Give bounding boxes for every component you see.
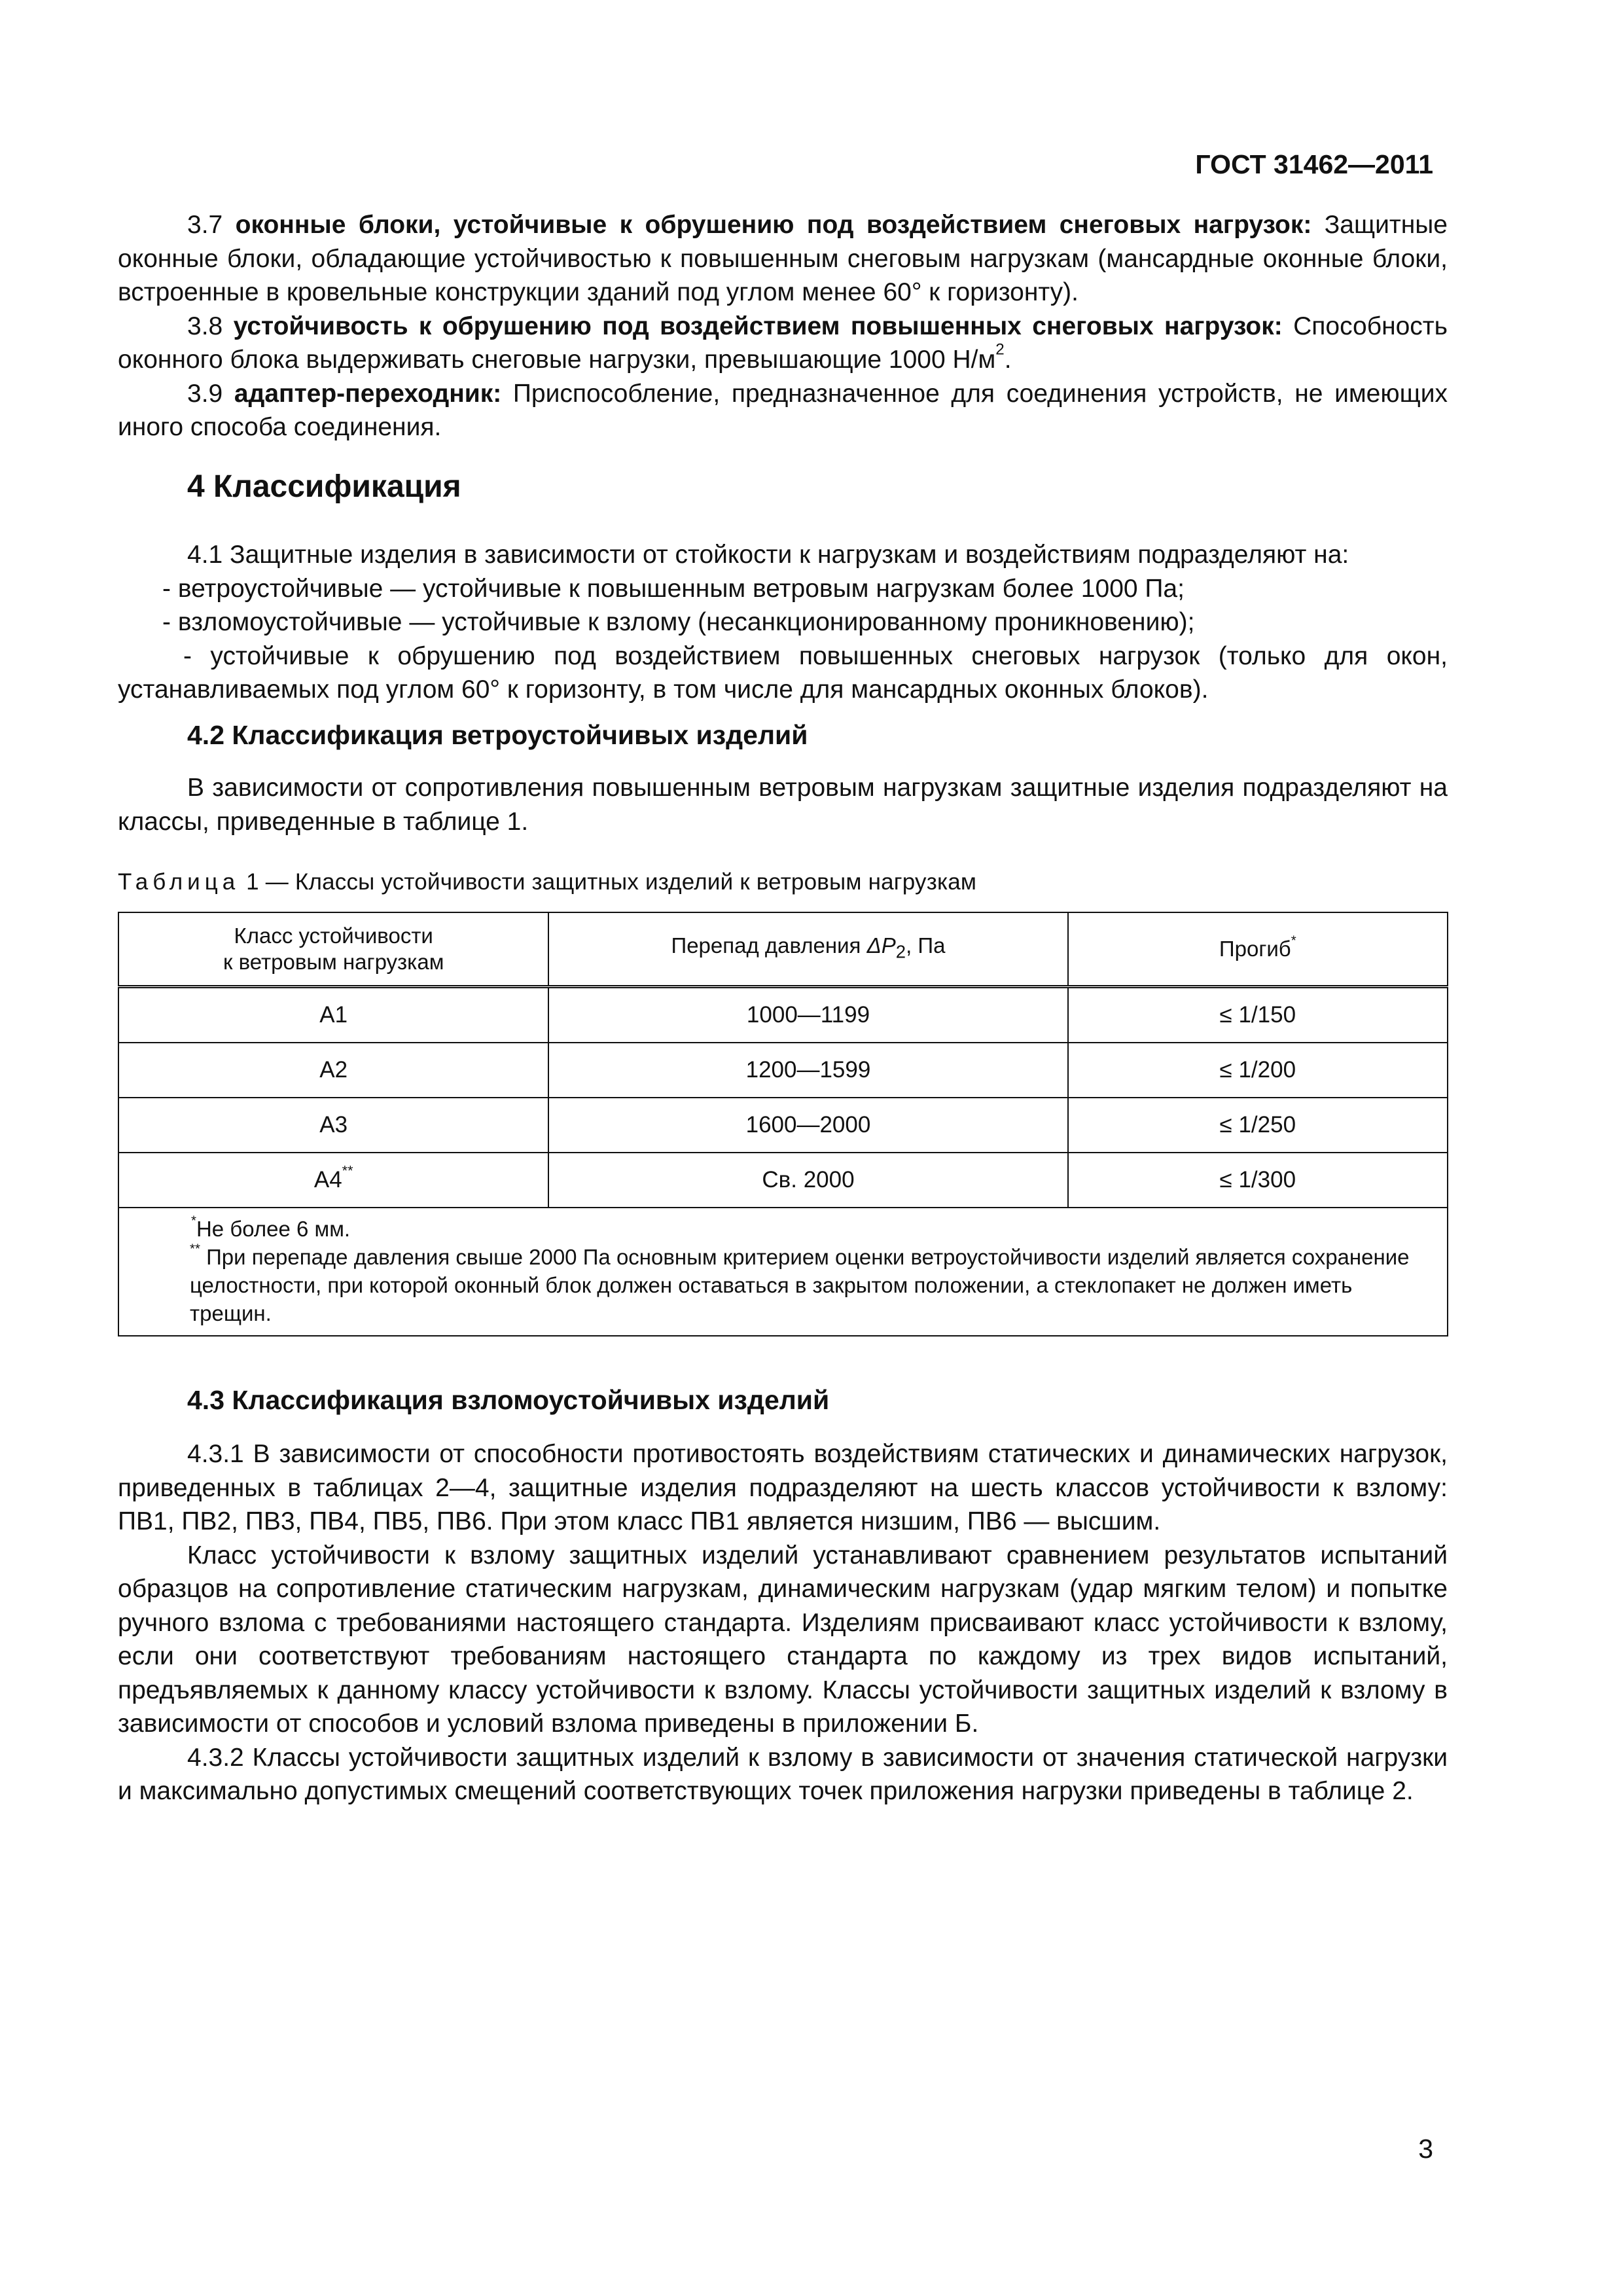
page-number: 3	[1418, 2134, 1433, 2164]
cell-deflection: ≤ 1/300	[1068, 1153, 1448, 1208]
definition-text: Защитные оконные блоки, обладающие устойчивостью к повышенным снеговым нагрузкам (мансардные оконные блоки, встроенные в кровельные конструкции зданий под углом менее 60° к горизонту).	[118, 211, 1448, 306]
note-2-text: При перепаде давления свыше 2000 Па основным критерием оценки ветроустойчивости изделий является сохранение целостности, при которой оконный блок должен оставаться в закрытом положении, а стеклопакет не должен иметь трещин.	[190, 1245, 1410, 1325]
class-value: А4	[313, 1167, 342, 1193]
pressure-symbol: ΔP	[866, 933, 896, 958]
note-2	[190, 1243, 1435, 1327]
section-4-block	[118, 470, 1448, 504]
clause-4-3-text-block	[118, 1437, 1448, 1808]
table-row	[118, 1153, 1448, 1208]
table-caption-label: Таблица	[118, 869, 240, 895]
table-caption-title: 1 — Классы устойчивости защитных изделий к ветровым нагрузкам	[240, 869, 977, 895]
table-header-row	[118, 912, 1448, 987]
cell-pressure: 1600—2000	[548, 1098, 1067, 1153]
definition-3-8	[118, 310, 1448, 377]
list-item-burglary: - взломоустойчивые — устойчивые к взлому (несанкционированному проникновению);	[162, 608, 1195, 636]
pressure-subscript: 2	[895, 941, 906, 962]
cell-deflection: ≤ 1/250	[1068, 1098, 1448, 1153]
table-row	[118, 1043, 1448, 1098]
cell-deflection: ≤ 1/150	[1068, 987, 1448, 1043]
table-1	[118, 912, 1448, 1336]
clause-4-1-text: 4.1 Защитные изделия в зависимости от стойкости к нагрузкам и воздействиям подразделяют на:	[187, 541, 1349, 569]
table-row	[118, 1098, 1448, 1153]
footnote-mark: **	[342, 1162, 353, 1179]
header-pressure	[548, 912, 1067, 987]
cell-class	[118, 1153, 548, 1208]
definitions-block	[118, 208, 1448, 444]
note-1-text: Не более 6 мм.	[196, 1217, 351, 1241]
pressure-unit: , Па	[906, 933, 946, 958]
unit-superscript: 2	[995, 340, 1005, 359]
header-pressure-label: Перепад давления	[671, 933, 867, 958]
definition-3-7	[118, 208, 1448, 310]
defined-term: устойчивость к обрушению под воздействием повышенных снеговых нагрузок:	[233, 312, 1283, 340]
section-4-title: 4 Классификация	[187, 469, 461, 504]
class-value: А2	[319, 1057, 348, 1083]
header-class-line2: к ветровым нагрузкам	[223, 950, 444, 974]
definition-text: Способность оконного блока выдерживать снеговые нагрузки, превышающие 1000 Н/м	[118, 312, 1448, 374]
cell-class	[118, 1098, 548, 1153]
table-row	[118, 987, 1448, 1043]
clause-4-2-text: В зависимости от сопротивления повышенным ветровым нагрузкам защитные изделия подразделяют на классы, приведенные в таблице 1.	[118, 774, 1448, 836]
clause-number: 3.9	[187, 379, 223, 408]
cell-pressure: 1200—1599	[548, 1043, 1067, 1098]
table-1-caption	[118, 865, 1448, 899]
standard-code: ГОСТ 31462—2011	[1195, 149, 1433, 179]
clause-4-3-1-text: 4.3.1 В зависимости от способности противостоять воздействиям статических и динамических нагрузок, приведенных в таблицах 2—4, защитные изделия подразделяют на шесть классов устойчивости к взлому: ПВ1, ПВ2, ПВ3, ПВ4, ПВ5, ПВ6. При этом класс ПВ1 является низшим, ПВ6 — высшим.	[118, 1440, 1448, 1535]
clause-4-3-heading-block	[118, 1384, 1448, 1418]
list-item-snow: - устойчивые к обрушению под воздействием повышенных снеговых нагрузок (только для окон, устанавливаемых под углом 60° к горизонту, в том числе для мансардных оконных блоков).	[118, 641, 1448, 704]
cell-pressure: 1000—1199	[548, 987, 1067, 1043]
clause-4-3-2-text: 4.3.2 Классы устойчивости защитных изделий к взлому в зависимости от значения статической нагрузки и максимально допустимых смещений соответствующих точек приложения нагрузки приведены в таблице 2.	[118, 1743, 1448, 1805]
footnote-mark: *	[1291, 933, 1296, 948]
cell-class	[118, 1043, 548, 1098]
clause-4-3-title: 4.3 Классификация взломоустойчивых изделий	[187, 1385, 830, 1415]
footnote-mark: **	[190, 1241, 200, 1257]
clause-4-2-title: 4.2 Классификация ветроустойчивых изделий	[187, 720, 808, 750]
class-value: А3	[319, 1112, 348, 1138]
clause-number: 3.7	[187, 211, 223, 239]
table-notes-row	[118, 1208, 1448, 1336]
clause-4-2-text-block	[118, 771, 1448, 838]
clause-4-1-block	[118, 538, 1448, 707]
note-1	[191, 1215, 1435, 1243]
table-1-container	[118, 912, 1448, 1336]
cell-deflection: ≤ 1/200	[1068, 1043, 1448, 1098]
cell-class	[118, 987, 548, 1043]
class-value: А1	[319, 1002, 348, 1028]
header-class-line1: Класс устойчивости	[234, 924, 433, 948]
footnote-mark: *	[191, 1213, 196, 1229]
clause-4-2-heading-block	[118, 719, 1448, 753]
table-notes	[118, 1208, 1448, 1336]
cell-pressure: Св. 2000	[548, 1153, 1067, 1208]
definition-tail: .	[1004, 346, 1012, 374]
definition-text: Приспособление, предназначенное для соединения устройств, не имеющих иного способа соединения.	[118, 379, 1448, 441]
header-class	[118, 912, 548, 987]
header-deflection-label: Прогиб	[1219, 937, 1291, 961]
clause-class-assignment-text: Класс устойчивости к взлому защитных изделий устанавливают сравнением результатов испытаний образцов на сопротивление статическим нагрузкам, динамическим нагрузкам (удар мягким телом) и попытке ручного взлома с требованиями настоящего стандарта. Изделиям присваивают класс устойчивости к взлому, если они соответствуют требованиям настоящего стандарта по каждому из трех видов испытаний, предъявляемых к данному классу устойчивости к взлому. Классы устойчивости защитных изделий к взлому в зависимости от способов и условий взлома приведены в приложении Б.	[118, 1541, 1448, 1738]
header-deflection	[1068, 912, 1448, 987]
clause-number: 3.8	[187, 312, 223, 340]
defined-term: оконные блоки, устойчивые к обрушению под воздействием снеговых нагрузок:	[235, 211, 1312, 239]
defined-term: адаптер-переходник:	[234, 379, 502, 408]
list-item-wind: - ветроустойчивые — устойчивые к повышенным ветровым нагрузкам более 1000 Па;	[162, 574, 1185, 603]
definition-3-9	[118, 377, 1448, 444]
